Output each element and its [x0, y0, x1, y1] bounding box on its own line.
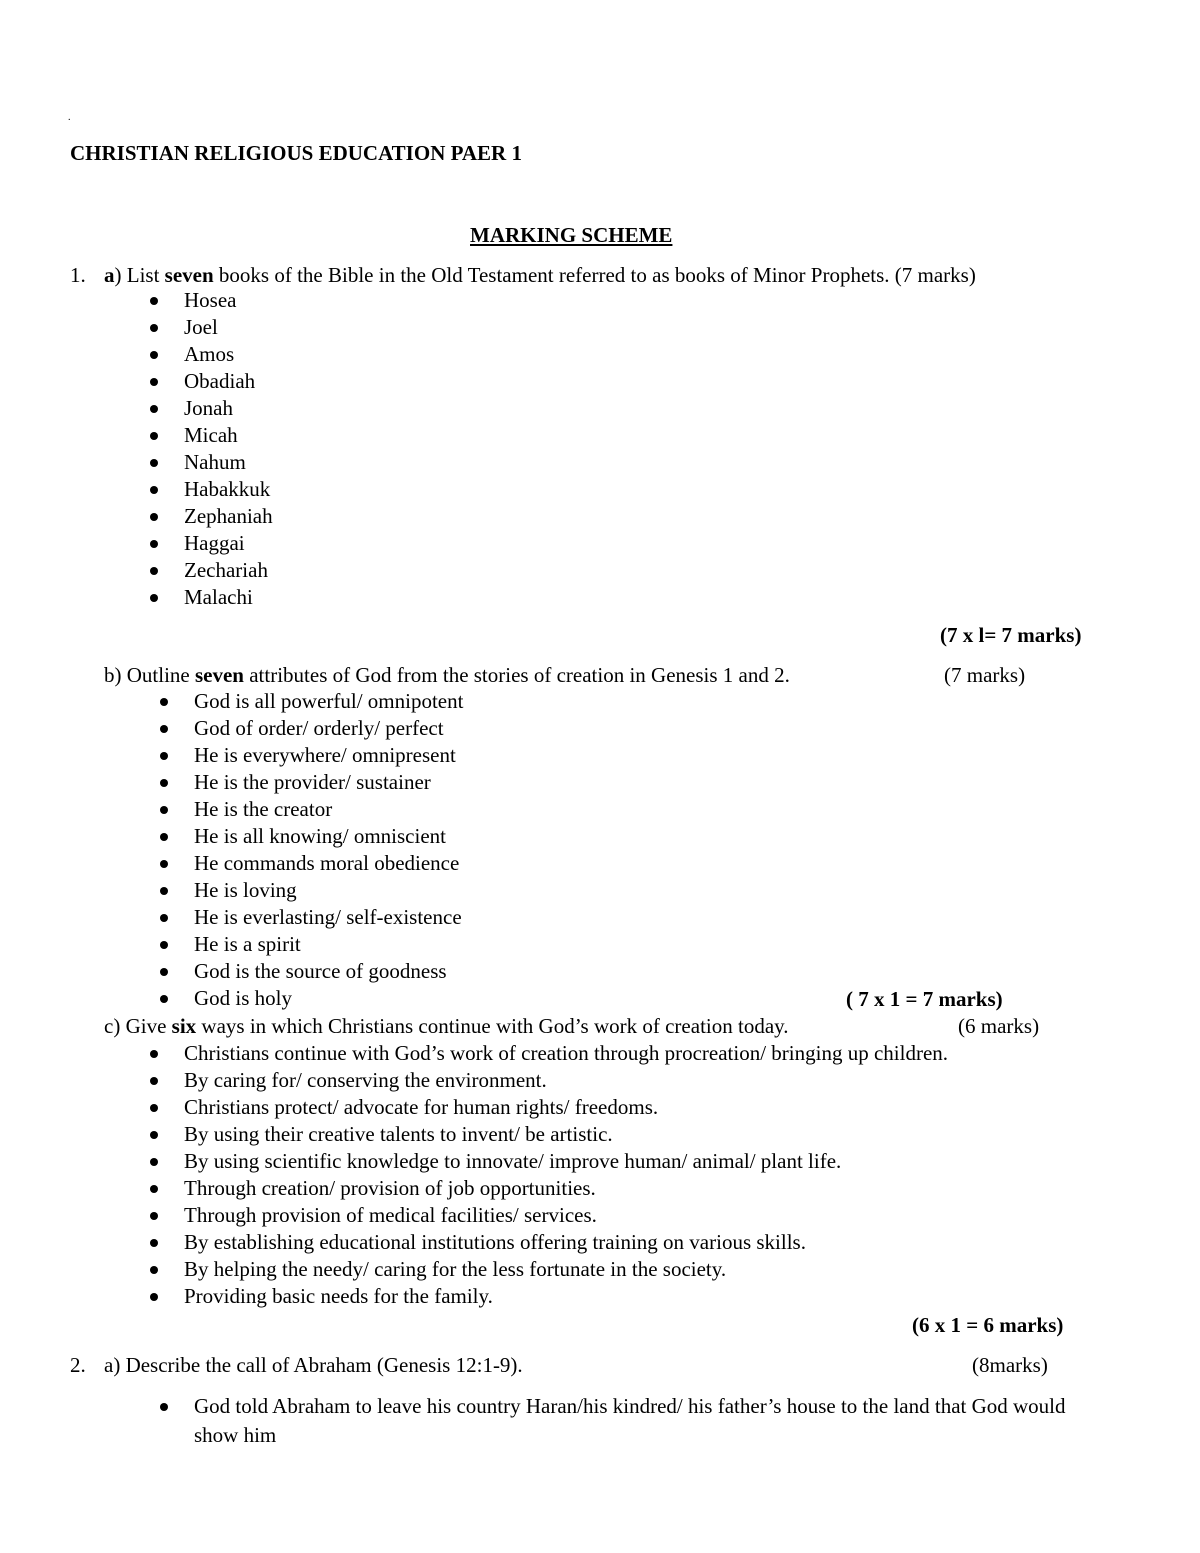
question-1-number: 1.: [70, 263, 86, 287]
list-item: Jonah: [184, 395, 273, 422]
list-item: Through creation/ provision of job opportunities.: [184, 1175, 948, 1202]
bullet-icon: [150, 1077, 158, 1085]
question-2a-prompt: a) Describe the call of Abraham (Genesis 12:1-9).: [104, 1353, 523, 1377]
list-item: Haggai: [184, 530, 273, 557]
list-item: Through provision of medical facilities/ services.: [184, 1202, 948, 1229]
bullet-icon: [160, 698, 168, 706]
bullet-icon: [160, 725, 168, 733]
list-item: Habakkuk: [184, 476, 273, 503]
question-1c-marks: (6 marks): [958, 1014, 1040, 1038]
bullet-icon: [150, 594, 158, 602]
list-item: He is everywhere/ omnipresent: [194, 742, 463, 769]
bullet-icon: [150, 432, 158, 440]
list-item: He is all knowing/ omniscient: [194, 823, 463, 850]
bullet-icon: [160, 779, 168, 787]
list-item: By using their creative talents to invent/ be artistic.: [184, 1121, 948, 1148]
list-item: Micah: [184, 422, 273, 449]
keyword-seven: seven: [194, 663, 244, 687]
list-item: Christians continue with God’s work of creation through procreation/ bringing up children.: [184, 1040, 948, 1067]
bullet-icon: [150, 405, 158, 413]
list-item: By caring for/ conserving the environment.: [184, 1067, 948, 1094]
bullet-icon: [150, 459, 158, 467]
list-item: Christians protect/ advocate for human rights/ freedoms.: [184, 1094, 948, 1121]
bullet-icon: [160, 806, 168, 814]
bullet-icon: [150, 297, 158, 305]
bullet-icon: [150, 513, 158, 521]
question-1b-prompt: b) Outline seven attributes of God from the stories of creation in Genesis 1 and 2.: [104, 663, 790, 687]
list-item: He is everlasting/ self-existence: [194, 904, 463, 931]
bullet-icon: [150, 1050, 158, 1058]
bullet-icon: [150, 324, 158, 332]
attributes-list: [194, 688, 463, 1012]
keyword-seven: seven: [164, 263, 214, 287]
bullet-icon: [160, 887, 168, 895]
question-1a-letter: a: [104, 263, 115, 287]
bullet-icon: [150, 1293, 158, 1301]
question-1b-marks: (7 marks): [944, 663, 1026, 687]
bullet-icon: [150, 567, 158, 575]
list-item: By establishing educational institutions offering training on various skills.: [184, 1229, 948, 1256]
list-item: God of order/ orderly/ perfect: [194, 715, 463, 742]
list-item: Nahum: [184, 449, 273, 476]
section-heading: MARKING SCHEME: [470, 223, 673, 247]
question-2a-marks: (8marks): [972, 1353, 1048, 1377]
bullet-icon: [150, 1266, 158, 1274]
question-1c-prompt: c) Give six ways in which Christians continue with God’s work of creation today.: [104, 1014, 789, 1038]
bullet-icon: [150, 1158, 158, 1166]
question-1c-total: (6 x 1 = 6 marks): [912, 1313, 1064, 1337]
bullet-icon: [150, 1239, 158, 1247]
list-item: He is the creator: [194, 796, 463, 823]
question-1b-total: ( 7 x 1 = 7 marks): [846, 987, 1003, 1011]
question-1a-total: (7 x l= 7 marks): [940, 623, 1082, 647]
keyword-six: six: [171, 1014, 197, 1038]
list-item: He commands moral obedience: [194, 850, 463, 877]
list-item: By using scientific knowledge to innovate/ improve human/ animal/ plant life.: [184, 1148, 948, 1175]
list-item: Hosea: [184, 287, 273, 314]
bullet-icon: [160, 833, 168, 841]
bullet-icon: [150, 540, 158, 548]
creation-ways-list: [184, 1040, 948, 1310]
list-item: Zephaniah: [184, 503, 273, 530]
bullet-icon: [160, 968, 168, 976]
minor-prophets-list: [184, 287, 273, 611]
bullet-icon: [160, 941, 168, 949]
list-item: Providing basic needs for the family.: [184, 1283, 948, 1310]
bullet-icon: [150, 1212, 158, 1220]
bullet-icon: [150, 486, 158, 494]
question-2-number: 2.: [70, 1353, 86, 1377]
bullet-icon: [150, 1131, 158, 1139]
list-item: Joel: [184, 314, 273, 341]
list-item: Zechariah: [184, 557, 273, 584]
bullet-icon: [160, 860, 168, 868]
list-item: By helping the needy/ caring for the less fortunate in the society.: [184, 1256, 948, 1283]
question-2a-item: God told Abraham to leave his country Haran/his kindred/ his father’s house to the land that God would show him: [194, 1392, 1084, 1450]
bullet-icon: [160, 752, 168, 760]
list-item: God is all powerful/ omnipotent: [194, 688, 463, 715]
bullet-icon: [150, 378, 158, 386]
list-item: He is loving: [194, 877, 463, 904]
list-item: God is holy: [194, 985, 463, 1012]
list-item: He is a spirit: [194, 931, 463, 958]
list-item: God is the source of goodness: [194, 958, 463, 985]
question-1a-prompt: a) List seven books of the Bible in the Old Testament referred to as books of Minor Prophets. (7 marks): [104, 263, 976, 287]
bullet-icon: [150, 1185, 158, 1193]
bullet-icon: [160, 914, 168, 922]
list-item: Malachi: [184, 584, 273, 611]
document-title: CHRISTIAN RELIGIOUS EDUCATION PAER 1: [70, 141, 522, 165]
list-item: He is the provider/ sustainer: [194, 769, 463, 796]
bullet-icon: [150, 351, 158, 359]
bullet-icon: [150, 1104, 158, 1112]
bullet-icon: [160, 995, 168, 1003]
list-item: Obadiah: [184, 368, 273, 395]
list-item: Amos: [184, 341, 273, 368]
bullet-icon: [160, 1403, 168, 1411]
page-mark: .: [68, 112, 71, 123]
